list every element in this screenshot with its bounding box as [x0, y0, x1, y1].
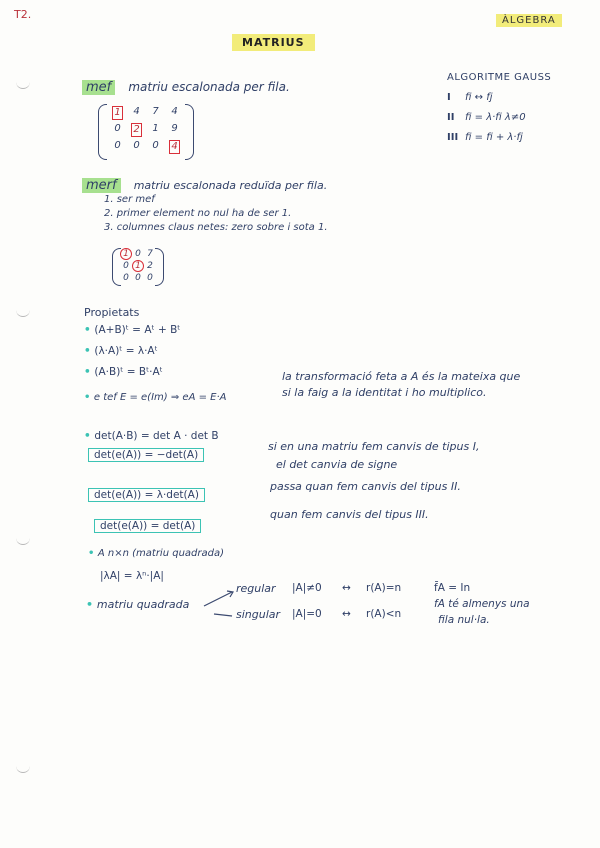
matrix-value: 4	[171, 141, 178, 152]
property-formula: (λ·A)ᵗ = λ·Aᵗ	[94, 345, 158, 357]
matrix-value: 1	[132, 260, 144, 272]
matrix-cell	[165, 123, 184, 140]
mef-matrix	[98, 104, 194, 160]
regular-condition: |A|≠0	[292, 582, 322, 594]
det-scalar-rule: |λA| = λⁿ·|A|	[100, 570, 164, 582]
equivalence-arrow: ↔	[342, 608, 351, 620]
matrix-row	[108, 106, 184, 123]
singular-label: singular	[236, 608, 281, 621]
matrix-value: 7	[147, 249, 153, 259]
det-rule-type-1: det(e(A)) = −det(A)	[88, 448, 204, 462]
gauss-step-rule: fi = fi + λ·fj	[465, 132, 523, 143]
property-formula: (A·B)ᵗ = Bᵗ·Aᵗ	[94, 366, 163, 378]
matrix-value: 0	[123, 261, 129, 271]
equivalence-arrow: ↔	[342, 582, 351, 594]
margin-mark	[16, 82, 30, 89]
regular-rank: r(A)=n	[366, 582, 402, 594]
margin-mark	[16, 538, 30, 545]
gauss-title: ALGORITME GAUSS	[447, 72, 552, 83]
properties-title: Propietats	[84, 306, 140, 319]
branch-arrows	[200, 584, 240, 620]
matrix-value: 4	[133, 106, 140, 117]
etef-formula: • e tef E = e(Im) ⇒ eA = E·A	[84, 392, 227, 403]
merf-matrix	[112, 248, 164, 286]
etef-note-line1: la transformació feta a A és la mateixa que	[282, 370, 521, 383]
gauss-step	[447, 112, 526, 132]
matrix-cell	[146, 106, 165, 123]
matrix-value: 0	[147, 273, 153, 283]
properties-list	[84, 324, 180, 387]
matrix-cell	[120, 249, 132, 261]
property-item	[84, 345, 180, 366]
det-rule-type-2-note: passa quan fem canvis del tipus II.	[270, 480, 461, 493]
det-rule-type-3: det(e(A)) = det(A)	[94, 519, 201, 533]
merf-criteria	[104, 194, 328, 236]
matrix-cell	[132, 261, 144, 273]
matrix-cell	[127, 123, 146, 140]
matrix-cell	[120, 261, 132, 273]
matrix-cell	[127, 106, 146, 123]
matrix-value: 2	[147, 261, 153, 271]
matrix-value: 7	[152, 106, 159, 117]
regular-label: regular	[236, 582, 276, 595]
matrix-value: 0	[114, 140, 121, 151]
property-formula: (A+B)ᵗ = Aᵗ + Bᵗ	[94, 324, 181, 336]
matrix-row	[120, 261, 156, 273]
merf-term: merf	[82, 178, 121, 193]
singular-note-line1: fA té almenys una	[434, 598, 530, 610]
page-label: T2.	[14, 8, 32, 21]
matrix-value: 4	[171, 106, 178, 117]
mef-term: mef	[82, 80, 115, 95]
det-rule-type-2: det(e(A)) = λ·det(A)	[88, 488, 205, 502]
right-bracket	[155, 248, 164, 286]
matrix-value: 1	[152, 123, 159, 134]
property-item	[84, 324, 180, 345]
gauss-steps	[447, 92, 526, 152]
gauss-step-rule: fi ↔ fj	[465, 92, 493, 103]
matrix-value: 9	[171, 123, 178, 134]
matrix-cell	[108, 140, 127, 157]
matrix-value: 0	[135, 249, 141, 259]
margin-mark	[16, 766, 30, 773]
left-bracket	[98, 104, 107, 160]
merf-criterion: 1. ser mef	[104, 194, 155, 205]
singular-note-line2: fila nul·la.	[438, 614, 490, 626]
matrix-cell	[146, 123, 165, 140]
det-rule-type-3-note: quan fem canvis del tipus III.	[270, 508, 429, 521]
square-matrix-def: • A n×n (matriu quadrada)	[88, 548, 225, 559]
matrix-value: 1	[114, 107, 121, 118]
matrix-cell	[127, 140, 146, 157]
bullet-dot: •	[84, 366, 95, 378]
gauss-step-number: I	[447, 92, 451, 103]
gauss-step-rule: fi = λ·fi λ≠0	[465, 112, 526, 123]
square-matrix-label: • matriu quadrada	[86, 598, 190, 611]
merf-heading	[82, 174, 327, 193]
matrix-cell	[165, 106, 184, 123]
gauss-step	[447, 92, 526, 112]
subject-label: ÀLGEBRA	[496, 14, 562, 27]
gauss-step-number: II	[447, 112, 455, 123]
matrix-cell	[108, 123, 127, 140]
merf-criterion: 2. primer element no nul ha de ser 1.	[104, 208, 292, 219]
matrix-row	[108, 123, 184, 140]
margin-mark	[16, 310, 30, 317]
regular-reduced-form: f̄A = In	[434, 582, 471, 594]
matrix-cell	[108, 106, 127, 123]
det-rule-type-1-note: si en una matriu fem canvis de tipus I,	[268, 440, 480, 453]
gauss-step-number: III	[447, 132, 459, 143]
bullet-dot: •	[84, 345, 95, 357]
bullet-dot: •	[84, 324, 95, 336]
matrix-value: 0	[152, 140, 159, 151]
merf-definition: matriu escalonada reduïda per fila.	[133, 179, 328, 192]
property-item	[84, 366, 180, 387]
matrix-cell	[132, 273, 144, 285]
mef-heading	[82, 76, 290, 95]
matrix-cell	[165, 140, 184, 157]
singular-rank: r(A)<n	[366, 608, 402, 620]
matrix-value: 0	[133, 140, 140, 151]
det-rule-type-1-note2: el det canvia de signe	[276, 458, 398, 471]
right-bracket	[185, 104, 194, 160]
matrix-value: 2	[133, 124, 140, 135]
left-bracket	[112, 248, 121, 286]
matrix-value: 0	[123, 273, 129, 283]
matrix-row	[108, 140, 184, 157]
det-product-rule: • det(A·B) = det A · det B	[84, 430, 219, 442]
matrix-value: 0	[135, 273, 141, 283]
matrix-value: 1	[120, 248, 132, 260]
matrix-row	[120, 273, 156, 285]
matrix-cell	[120, 273, 132, 285]
page-title: MATRIUS	[232, 34, 315, 51]
merf-criterion: 3. columnes claus netes: zero sobre i sota 1.	[104, 222, 328, 233]
matrix-cell	[146, 140, 165, 157]
matrix-value: 0	[114, 123, 121, 134]
mef-definition: matriu escalonada per fila.	[128, 80, 290, 94]
gauss-step	[447, 132, 526, 152]
singular-condition: |A|=0	[292, 608, 322, 620]
etef-note-line2: si la faig a la identitat i ho multiplico.	[282, 386, 487, 399]
